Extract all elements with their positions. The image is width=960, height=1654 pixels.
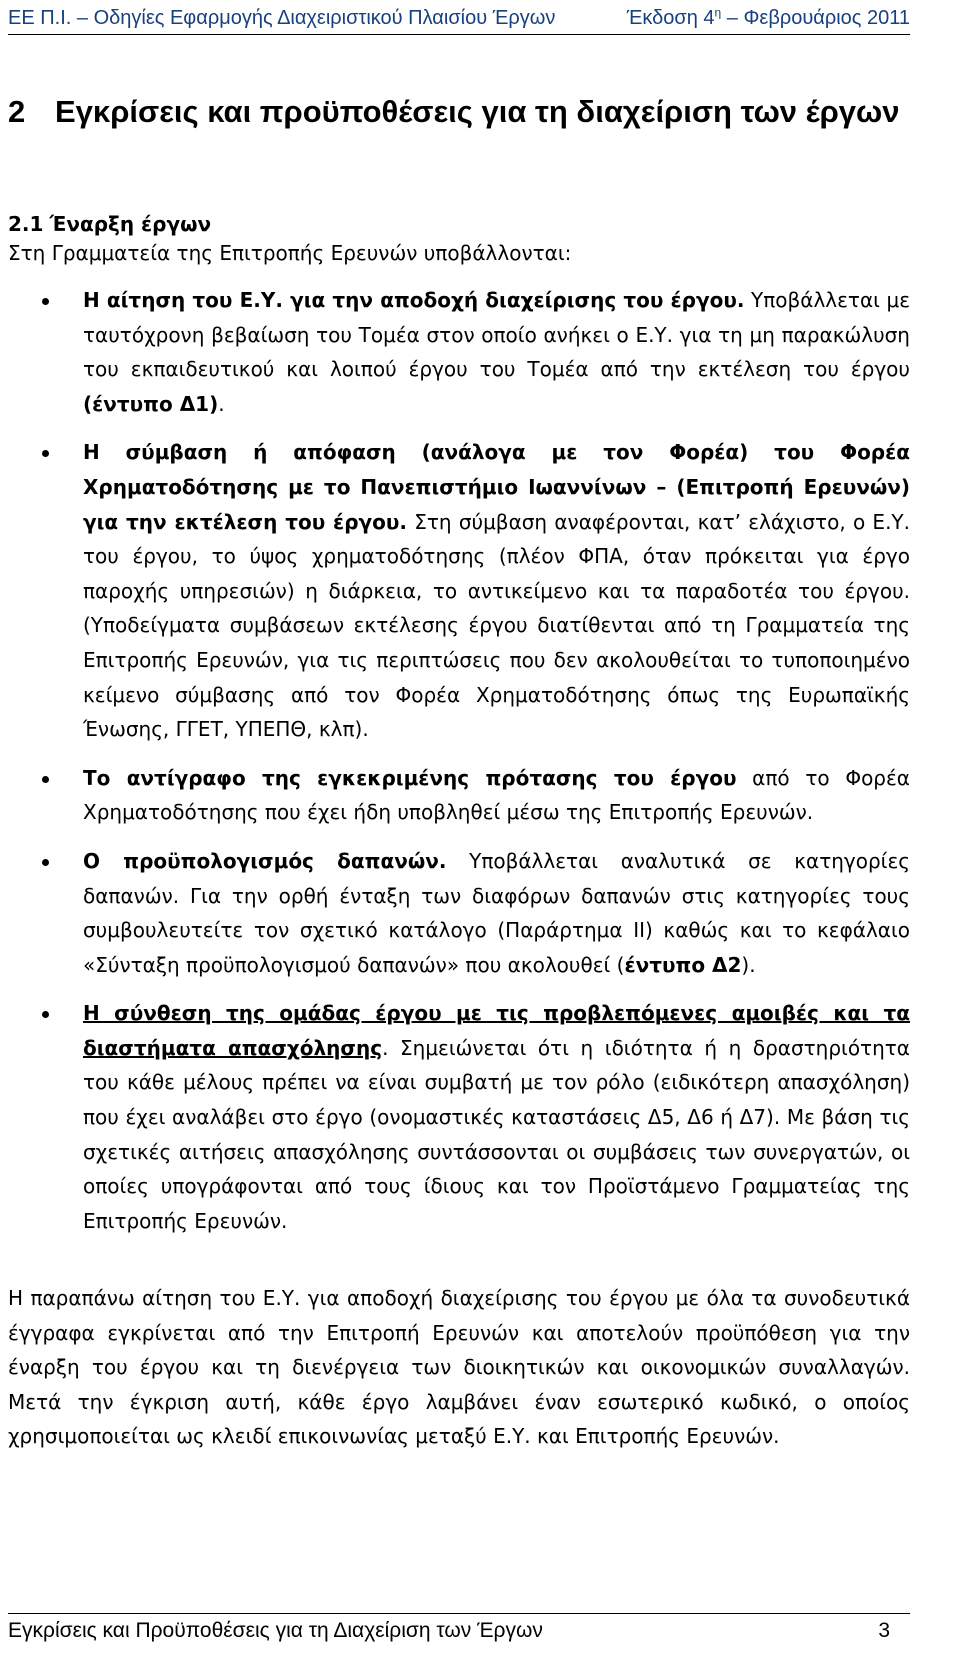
item-text: από το Φορέα Χρηματοδότησης που έχει ήδη υποβληθεί μέσω της Επιτροπής Ερευνών. [83, 765, 910, 825]
section-title: Εγκρίσεις και προϋποθέσεις για τη διαχείριση των έργων [55, 94, 900, 129]
subsection-title: Έναρξη έργων [49, 212, 212, 236]
item-bold: Ο προϋπολογισμός δαπανών. [83, 848, 447, 873]
item-bold: Η σύμβαση ή απόφαση (ανάλογα με τον Φορέα) του Φορέα Χρηματοδότησης με το Πανεπιστήμιο Ιωαννίνων – (Επιτροπή Ερευνών) για την εκτέλεση του έργου. [83, 440, 910, 534]
item-end: ). [741, 952, 756, 977]
item-text: Υποβάλλεται με ταυτόχρονη βεβαίωση του Τομέα στον οποίο ανήκει ο Ε.Υ. για τη μη παρακώλυση του εκπαιδευτικού και λοιπού έργου του Τομέα από την εκτέλεση του έργου [83, 288, 911, 382]
item-text: . Σημειώνεται ότι η ιδιότητα ή η δραστηριότητα του κάθε μέλους πρέπει να είναι συμβατή με τον ρόλο (ειδικότερη απασχόληση) που έχει αναλάβει στο έργο (ονομαστικές καταστάσεις Δ5, Δ6 ή Δ7). Με βάση τις σχετικές αιτήσεις απασχόλησης συντάσσονται οι συμβάσεις των συνεργατών, οι οποίες υπογράφονται από τους ίδιους και τον Προϊστάμενο Γραμματείας της Επιτροπής Ερευνών. [83, 1035, 910, 1233]
item-text: Υποβάλλεται αναλυτικά σε κατηγορίες δαπανών. Για την ορθή ένταξη των διαφόρων δαπανών στις κατηγορίες τους συμβουλευτείτε τον σχετικό κατάλογο (Παράρτημα ΙΙ) καθώς και το κεφάλαιο «Σύνταξη προϋπολογισμού δαπανών» που ακολουθεί ( [83, 848, 910, 977]
list-item [0, 435, 910, 746]
header-edition-suffix: – Φεβρουάριος 2011 [721, 7, 910, 29]
page-header [8, 6, 910, 30]
bullet-icon [42, 776, 49, 783]
intro-text: Στη Γραμματεία της Επιτροπής Ερευνών υποβάλλονται: [8, 241, 572, 265]
header-edition [627, 6, 910, 30]
header-left-title: ΕΕ Π.Ι. – Οδηγίες Εφαρμογής Διαχειριστικού Πλαισίου Έργων [8, 7, 556, 29]
bullet-icon [42, 450, 49, 457]
list-item [0, 996, 910, 1238]
closing-paragraph: Η παραπάνω αίτηση του Ε.Υ. για αποδοχή διαχείρισης του έργου με όλα τα συνοδευτικά έγγραφα εγκρίνεται από την Επιτροπή Ερευνών και αποτελούν προϋπόθεση για την έναρξη του έργου και τη διενέργεια των διοικητικών και οικονομικών συναλλαγών. Μετά την έγκριση αυτή, κάθε έργο λαμβάνει έναν εσωτερικό κωδικό, ο οποίος χρησιμοποιείται ως κλειδί επικοινωνίας μεταξύ Ε.Υ. και Επιτροπής Ερευνών. [8, 1286, 910, 1449]
item-bold-ref: έντυπο Δ2 [624, 952, 742, 977]
footer-divider [8, 1613, 910, 1614]
item-underlined: Η σύνθεση της ομάδας έργου με τις προβλεπόμενες αμοιβές και τα διαστήματα απασχόλησης [83, 1001, 910, 1060]
page-footer [8, 1617, 910, 1645]
footer-title: Εγκρίσεις και Προϋποθέσεις για τη Διαχείριση των Έργων [8, 1619, 543, 1642]
list-item [0, 761, 910, 830]
page-number: 3 [878, 1619, 890, 1642]
item-bold: Η αίτηση του Ε.Υ. για την αποδοχή διαχείρισης του έργου. [83, 288, 745, 312]
header-edition-sup: η [714, 5, 722, 20]
section-heading [8, 93, 910, 131]
item-end: . [218, 391, 225, 416]
subsection-number: 2.1 [8, 212, 44, 236]
bullet-icon [42, 298, 49, 305]
item-bold-ref: (έντυπο Δ1) [83, 391, 219, 416]
item-bold: Το αντίγραφο της εγκεκριμένης πρότασης του έργου [83, 765, 737, 790]
header-edition-prefix: Έκδοση 4 [626, 7, 715, 29]
submission-list [0, 283, 910, 1252]
item-text: Στη σύμβαση αναφέρονται, κατ’ ελάχιστο, ο Ε.Υ. του έργου, το ύψος χρηματοδότησης (πλέον ΦΠΑ, όταν πρόκειται για έργο παροχής υπηρεσιών) η διάρκεια, το αντικείμενο και τα παραδοτέα του έργου. (Υποδείγματα συμβάσεων εκτέλεσης έργου διατίθενται από τη Γραμματεία της Επιτροπής Ερευνών, για τις περιπτώσεις που δεν ακολουθείται το τυποποιημένο κείμενο σύμβασης από τον Φορέα Χρηματοδότησης όπως της Ευρωπαϊκής Ένωσης, ΓΓΕΤ, ΥΠΕΠΘ, κλπ). [83, 509, 910, 742]
bullet-icon [42, 859, 49, 866]
list-item [0, 844, 910, 982]
section-number: 2 [8, 94, 26, 129]
header-divider [8, 34, 910, 35]
bullet-icon [42, 1011, 49, 1018]
subsection-heading [8, 211, 211, 237]
list-item [0, 283, 910, 421]
